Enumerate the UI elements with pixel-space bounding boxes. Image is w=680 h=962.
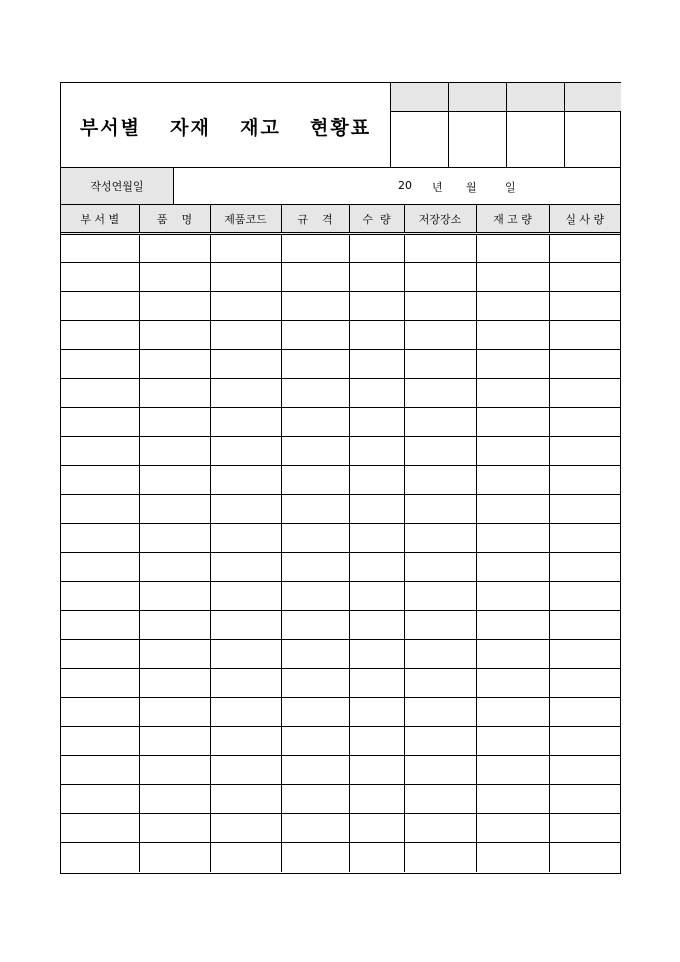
table-cell[interactable] [349, 582, 404, 611]
date-label: 작성연월일 [61, 168, 174, 204]
table-cell[interactable] [549, 727, 620, 756]
table-cell[interactable] [139, 553, 210, 582]
table-cell[interactable] [139, 698, 210, 727]
table-row [61, 292, 620, 321]
table-cell[interactable] [404, 234, 476, 263]
table-cell[interactable] [404, 756, 476, 785]
table-cell[interactable] [404, 350, 476, 379]
table-cell[interactable] [139, 379, 210, 408]
table-row [61, 379, 620, 408]
table-cell[interactable] [476, 292, 549, 321]
table-cell[interactable] [210, 350, 281, 379]
table-cell[interactable] [210, 611, 281, 640]
approval-sign-cell[interactable] [565, 112, 621, 167]
table-cell[interactable] [549, 234, 620, 263]
table-cell[interactable] [476, 727, 549, 756]
table-row [61, 524, 620, 553]
approval-column [507, 83, 565, 167]
table-cell[interactable] [61, 785, 139, 814]
table-cell[interactable] [61, 292, 139, 321]
date-month-unit: 월 [466, 181, 477, 194]
approval-header-cell[interactable] [565, 83, 621, 112]
approval-column [391, 83, 449, 167]
table-cell[interactable] [281, 524, 349, 553]
table-cell[interactable] [549, 698, 620, 727]
date-row [61, 167, 620, 204]
table-cell[interactable] [349, 495, 404, 524]
table-cell[interactable] [549, 756, 620, 785]
approval-header-cell[interactable] [507, 83, 564, 112]
table-cell[interactable] [61, 611, 139, 640]
date-day-unit: 일 [505, 181, 516, 194]
table-cell[interactable] [404, 727, 476, 756]
header-department: 부 서 별 [61, 205, 139, 234]
table-cell[interactable] [349, 379, 404, 408]
table-cell[interactable] [210, 843, 281, 872]
table-cell[interactable] [210, 379, 281, 408]
table-cell[interactable] [476, 234, 549, 263]
table-cell[interactable] [349, 321, 404, 350]
table-cell[interactable] [210, 495, 281, 524]
table-cell[interactable] [281, 495, 349, 524]
approval-sign-cell[interactable] [391, 112, 448, 167]
table-row [61, 553, 620, 582]
table-cell[interactable] [476, 669, 549, 698]
table-cell[interactable] [210, 263, 281, 292]
table-cell[interactable] [349, 292, 404, 321]
table-cell[interactable] [549, 437, 620, 466]
table-cell[interactable] [281, 611, 349, 640]
table-row [61, 640, 620, 669]
table-cell[interactable] [404, 263, 476, 292]
table-cell[interactable] [139, 524, 210, 553]
table-cell[interactable] [61, 640, 139, 669]
table-cell[interactable] [549, 292, 620, 321]
table-cell[interactable] [281, 698, 349, 727]
table-cell[interactable] [549, 495, 620, 524]
table-cell[interactable] [210, 437, 281, 466]
table-cell[interactable] [210, 669, 281, 698]
table-cell[interactable] [549, 669, 620, 698]
table-cell[interactable] [210, 785, 281, 814]
table-cell[interactable] [210, 321, 281, 350]
header-product-code: 제품코드 [210, 205, 281, 234]
date-year-prefix: 20 [398, 179, 412, 192]
table-cell[interactable] [139, 466, 210, 495]
table-cell[interactable] [281, 437, 349, 466]
table-cell[interactable] [549, 321, 620, 350]
table-cell[interactable] [476, 756, 549, 785]
table-cell[interactable] [349, 698, 404, 727]
header-quantity: 수 량 [349, 205, 404, 234]
table-row [61, 698, 620, 727]
table-cell[interactable] [349, 553, 404, 582]
table-cell[interactable] [349, 727, 404, 756]
table-cell[interactable] [210, 727, 281, 756]
table-cell[interactable] [139, 263, 210, 292]
table-cell[interactable] [476, 321, 549, 350]
table-cell[interactable] [476, 495, 549, 524]
table-cell[interactable] [349, 234, 404, 263]
table-cell[interactable] [404, 292, 476, 321]
table-cell[interactable] [404, 379, 476, 408]
table-row [61, 843, 620, 872]
table-cell[interactable] [61, 843, 139, 872]
table-cell[interactable] [210, 582, 281, 611]
table-cell[interactable] [281, 785, 349, 814]
table-cell[interactable] [549, 582, 620, 611]
table-cell[interactable] [139, 727, 210, 756]
table-cell[interactable] [549, 553, 620, 582]
table-cell[interactable] [349, 466, 404, 495]
table-cell[interactable] [549, 263, 620, 292]
table-cell[interactable] [281, 466, 349, 495]
table-cell[interactable] [61, 466, 139, 495]
table-cell[interactable] [404, 495, 476, 524]
table-cell[interactable] [61, 350, 139, 379]
table-cell[interactable] [476, 640, 549, 669]
table-cell[interactable] [404, 582, 476, 611]
header-specification: 규 격 [281, 205, 349, 234]
table-cell[interactable] [210, 524, 281, 553]
approval-header-cell[interactable] [391, 83, 448, 112]
table-cell[interactable] [281, 756, 349, 785]
table-cell[interactable] [404, 843, 476, 872]
table-cell[interactable] [404, 321, 476, 350]
table-cell[interactable] [281, 321, 349, 350]
table-cell[interactable] [281, 408, 349, 437]
table-cell[interactable] [61, 321, 139, 350]
date-year-unit: 년 [432, 181, 443, 194]
table-cell[interactable] [476, 843, 549, 872]
table-cell[interactable] [549, 524, 620, 553]
table-row [61, 408, 620, 437]
table-cell[interactable] [210, 408, 281, 437]
table-cell[interactable] [349, 756, 404, 785]
table-cell[interactable] [349, 350, 404, 379]
table-row [61, 466, 620, 495]
table-cell[interactable] [476, 263, 549, 292]
table-cell[interactable] [210, 756, 281, 785]
table-cell[interactable] [61, 727, 139, 756]
table-cell[interactable] [404, 524, 476, 553]
table-cell[interactable] [139, 582, 210, 611]
table-cell[interactable] [139, 756, 210, 785]
table-cell[interactable] [139, 495, 210, 524]
table-row [61, 669, 620, 698]
table-cell[interactable] [349, 785, 404, 814]
document-title: 부서별 자재 재고 현황표 [79, 116, 372, 139]
table-cell[interactable] [476, 553, 549, 582]
table-cell[interactable] [349, 263, 404, 292]
table-cell[interactable] [349, 669, 404, 698]
table-cell[interactable] [139, 321, 210, 350]
table-body [61, 234, 620, 872]
table-cell[interactable] [549, 379, 620, 408]
table-cell[interactable] [281, 843, 349, 872]
header-storage-location: 저장장소 [404, 205, 476, 234]
table-cell[interactable] [210, 466, 281, 495]
table-cell[interactable] [61, 814, 139, 843]
table-cell[interactable] [404, 698, 476, 727]
table-cell[interactable] [476, 524, 549, 553]
table-row [61, 234, 620, 263]
approval-sign-cell[interactable] [449, 112, 506, 167]
header-actual-quantity: 실 사 량 [549, 205, 620, 234]
table-cell[interactable] [139, 814, 210, 843]
table-row [61, 321, 620, 350]
table-cell[interactable] [404, 437, 476, 466]
table-cell[interactable] [61, 234, 139, 263]
table-cell[interactable] [549, 466, 620, 495]
table-cell[interactable] [139, 843, 210, 872]
table-cell[interactable] [349, 437, 404, 466]
table-cell[interactable] [476, 379, 549, 408]
table-row [61, 756, 620, 785]
table-cell[interactable] [210, 234, 281, 263]
table-cell[interactable] [476, 785, 549, 814]
table-cell[interactable] [476, 408, 549, 437]
table-cell[interactable] [281, 379, 349, 408]
table-cell[interactable] [139, 292, 210, 321]
table-cell[interactable] [404, 814, 476, 843]
table-cell[interactable] [61, 756, 139, 785]
table-cell[interactable] [404, 611, 476, 640]
approval-column [565, 83, 621, 167]
table-cell[interactable] [61, 437, 139, 466]
table-cell[interactable] [349, 843, 404, 872]
table-row [61, 437, 620, 466]
table-cell[interactable] [476, 466, 549, 495]
table-cell[interactable] [210, 698, 281, 727]
table-cell[interactable] [61, 379, 139, 408]
table-cell[interactable] [210, 814, 281, 843]
table-cell[interactable] [349, 524, 404, 553]
table-row [61, 727, 620, 756]
table-cell[interactable] [61, 495, 139, 524]
table-cell[interactable] [404, 669, 476, 698]
table-cell[interactable] [476, 698, 549, 727]
table-cell[interactable] [139, 437, 210, 466]
table-row [61, 350, 620, 379]
title-block [61, 83, 391, 167]
table-cell[interactable] [349, 814, 404, 843]
header-stock-quantity: 재 고 량 [476, 205, 549, 234]
table-cell[interactable] [476, 437, 549, 466]
header-item-name: 품 명 [139, 205, 210, 234]
table-cell[interactable] [139, 350, 210, 379]
table-cell[interactable] [549, 814, 620, 843]
table-row [61, 814, 620, 843]
table-cell[interactable] [549, 785, 620, 814]
table-row [61, 785, 620, 814]
table-cell[interactable] [281, 727, 349, 756]
table-cell[interactable] [139, 640, 210, 669]
table-cell[interactable] [549, 640, 620, 669]
table-cell[interactable] [404, 408, 476, 437]
table-row [61, 611, 620, 640]
table-cell[interactable] [549, 350, 620, 379]
approval-box [391, 83, 621, 167]
table-cell[interactable] [139, 669, 210, 698]
table-cell[interactable] [210, 553, 281, 582]
table-cell[interactable] [476, 814, 549, 843]
table-header-row [61, 205, 620, 234]
table-cell[interactable] [61, 553, 139, 582]
table-cell[interactable] [139, 785, 210, 814]
table-cell[interactable] [281, 292, 349, 321]
table-cell[interactable] [404, 785, 476, 814]
table-cell[interactable] [139, 408, 210, 437]
inventory-table [61, 204, 620, 872]
table-cell[interactable] [349, 611, 404, 640]
table-row [61, 495, 620, 524]
approval-column [449, 83, 507, 167]
table-row [61, 582, 620, 611]
table-cell[interactable] [210, 292, 281, 321]
inventory-form [60, 82, 621, 874]
approval-header-cell[interactable] [449, 83, 506, 112]
table-cell[interactable] [61, 698, 139, 727]
table-cell[interactable] [281, 640, 349, 669]
table-cell[interactable] [139, 611, 210, 640]
table-cell[interactable] [404, 553, 476, 582]
table-cell[interactable] [549, 611, 620, 640]
table-cell[interactable] [281, 582, 349, 611]
table-cell[interactable] [281, 350, 349, 379]
table-cell[interactable] [61, 582, 139, 611]
table-cell[interactable] [476, 611, 549, 640]
table-cell[interactable] [404, 640, 476, 669]
approval-sign-cell[interactable] [507, 112, 564, 167]
table-cell[interactable] [61, 408, 139, 437]
table-cell[interactable] [281, 263, 349, 292]
table-cell[interactable] [404, 466, 476, 495]
table-cell[interactable] [61, 669, 139, 698]
date-field[interactable] [174, 168, 620, 204]
table-cell[interactable] [210, 640, 281, 669]
table-cell[interactable] [476, 350, 549, 379]
table-cell[interactable] [476, 582, 549, 611]
table-cell[interactable] [281, 814, 349, 843]
table-cell[interactable] [61, 263, 139, 292]
table-cell[interactable] [139, 234, 210, 263]
table-cell[interactable] [61, 524, 139, 553]
table-cell[interactable] [349, 408, 404, 437]
table-cell[interactable] [281, 553, 349, 582]
table-cell[interactable] [281, 669, 349, 698]
table-cell[interactable] [349, 640, 404, 669]
table-cell[interactable] [281, 234, 349, 263]
table-cell[interactable] [549, 843, 620, 872]
table-cell[interactable] [549, 408, 620, 437]
table-row [61, 263, 620, 292]
